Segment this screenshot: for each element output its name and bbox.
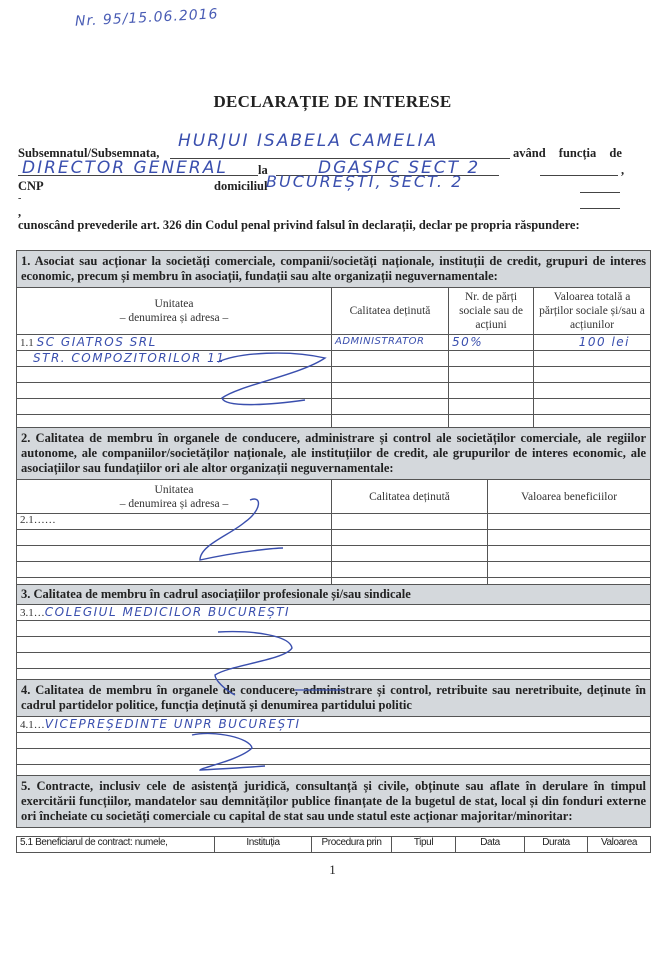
table-row	[17, 733, 651, 749]
col-beneficiar: 5.1 Beneficiarul de contract: numele,	[17, 837, 215, 853]
table-row	[17, 383, 651, 399]
table-row	[17, 653, 651, 669]
col-unitatea-2-subtitle: – denumirea și adresa –	[119, 497, 229, 510]
institution-field[interactable]: DGASPC SECT 2	[318, 158, 481, 178]
section-2-heading: 2. Calitatea de membru în organele de conducere, administrare și control ale societăților comerciale, ale regiilor autonome, ale companiilor/societăților naționale, ale instituțiilor de credit, ale grupurilor de interes economic, ale asociațiilor sau fundațiilor ori ale altor organizații neguvernamentale:	[17, 428, 651, 480]
table-row	[17, 621, 651, 637]
table-row	[17, 605, 651, 621]
section-4-heading: 4. Calitatea de membru în organele de conducere, administrare și control, retribuite sau neretribuite, deținute în cadrul partidelor politice, funcția deținută și denumirea partidului politic	[17, 680, 651, 717]
section-5-columns	[16, 836, 651, 853]
document-title: DECLARAȚIE DE INTERESE	[213, 92, 452, 111]
dash-mark: -	[18, 193, 22, 204]
section-1-heading: 1. Asociat sau acționar la societăți comerciale, companii/societăți naționale, instituții de credit, grupuri de interes economic, precum și membru în asociații, fundații sau alte organizații neguvernamentale:	[17, 251, 651, 288]
col-calitatea-2: Calitatea deținută	[332, 480, 488, 514]
avand-functia-label: având funcția de	[513, 146, 622, 160]
page-number: 1	[329, 862, 336, 877]
registration-number: Nr. 95/15.06.2016	[74, 6, 219, 30]
col-valoarea-totala: Valoarea totală a părților sociale și/sau a acțiunilor	[534, 288, 651, 335]
col-valoarea: Valoarea	[588, 837, 651, 853]
blank-underline-3	[580, 208, 620, 209]
col-tipul: Tipul	[392, 837, 456, 853]
subsemnatul-label: Subsemnatul/Subsemnata,	[18, 146, 160, 160]
blank-underline-2	[580, 192, 620, 193]
blank-underline	[540, 175, 618, 176]
comma-1: ,	[621, 163, 625, 177]
row-label: 3.1…	[20, 607, 45, 619]
col-unitatea-2-title: Unitatea	[154, 483, 194, 496]
table-row	[17, 335, 651, 351]
col-nr-parti: Nr. de părți sociale sau de acțiuni	[449, 288, 534, 335]
col-valoarea-beneficiilor: Valoarea beneficiilor	[488, 480, 651, 514]
table-row	[17, 367, 651, 383]
table-row	[17, 399, 651, 415]
table-row	[17, 562, 651, 578]
table-row	[17, 514, 651, 530]
col-procedura: Procedura prin	[312, 837, 392, 853]
table-row	[17, 637, 651, 653]
domiciliu-field[interactable]: BUCUREȘTI, SECT. 2	[266, 172, 464, 191]
function-field[interactable]: DIRECTOR GENERAL	[22, 158, 228, 178]
section-1-table	[16, 250, 651, 431]
la-label: la	[258, 163, 268, 177]
col-unitatea	[17, 288, 332, 335]
unit-address-field[interactable]: STR. COMPOZITORILOR 11	[33, 351, 226, 365]
table-row	[17, 546, 651, 562]
unit-name-field[interactable]: SC GIATROS SRL	[36, 335, 157, 349]
col-unitatea-title: Unitatea	[154, 298, 194, 310]
section-4-field[interactable]: VICEPREȘEDINTE UNPR BUCUREȘTI	[44, 717, 301, 731]
section-5-table	[16, 775, 651, 828]
section-3-field[interactable]: COLEGIUL MEDICILOR BUCUREȘTI	[44, 605, 291, 619]
section-2-table	[16, 427, 651, 594]
section-3-table	[16, 584, 651, 685]
col-institutia: Instituția	[215, 837, 312, 853]
row-label: 1.1	[20, 337, 34, 349]
table-row	[17, 717, 651, 733]
section-5-heading: 5. Contracte, inclusiv cele de asistență juridică, consultanță și civile, obținute sau aflate în derulare în timpul exercitării funcțiilor, mandatelor sau demnităților publice finanțate de la bugetul de stat, local și din fonduri externe ori încheiate cu societăți comerciale cu capital de stat sau unde statul este acționar majoritar/minoritar:	[17, 776, 651, 828]
col-data: Data	[456, 837, 525, 853]
section-3-heading: 3. Calitatea de membru în cadrul asociațiilor profesionale și/sau sindicale	[17, 585, 651, 605]
table-row	[17, 351, 651, 367]
col-durata: Durata	[525, 837, 588, 853]
name-field[interactable]: HURJUI ISABELA CAMELIA	[178, 131, 439, 151]
cnp-label: CNP	[18, 179, 44, 193]
valoare-field[interactable]: 100 lei	[578, 335, 630, 349]
nr-parti-field[interactable]: 50%	[452, 335, 484, 349]
section-4-table	[16, 679, 651, 781]
calitate-field[interactable]: ADMINISTRATOR	[335, 336, 425, 347]
col-unitatea-subtitle: – denumirea și adresa –	[119, 312, 229, 324]
col-unitatea-2	[17, 480, 332, 514]
row-label: 4.1…	[20, 719, 45, 731]
table-row	[17, 749, 651, 765]
table-row	[17, 530, 651, 546]
declaration-text: cunoscând prevederile art. 326 din Codul penal privind falsul în declarații, declar pe propria răspundere:	[18, 218, 580, 232]
comma-2: ,	[18, 205, 22, 219]
domiciliu-label: domiciliul	[214, 179, 268, 193]
col-calitatea: Calitatea deținută	[332, 288, 449, 335]
row-label: 2.1……	[17, 514, 332, 530]
